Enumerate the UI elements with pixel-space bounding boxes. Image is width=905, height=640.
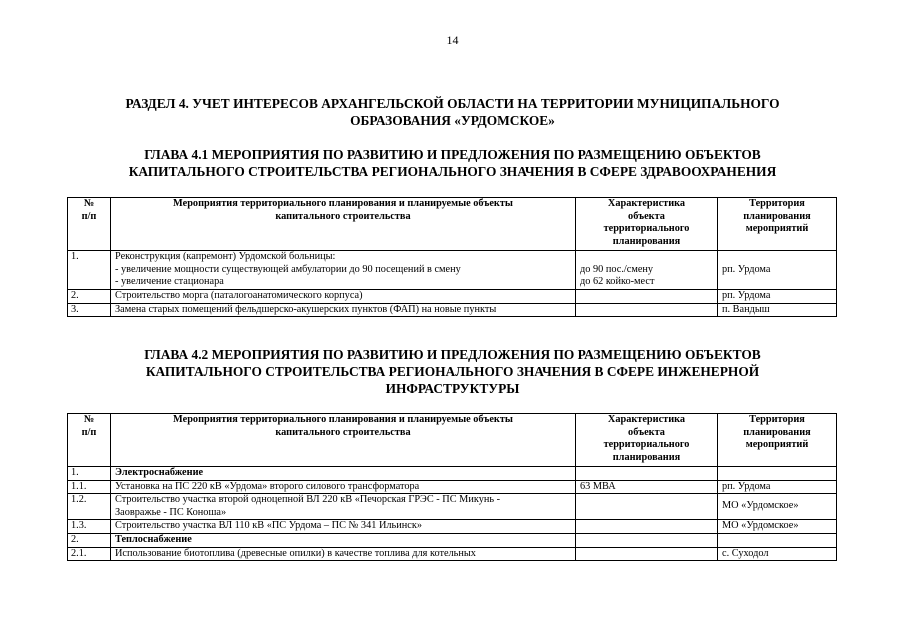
row-number: 2. (68, 290, 111, 304)
row-territory: рп. Урдома (718, 290, 837, 304)
header-characteristic: Характеристика объекта территориального планирования (576, 198, 718, 251)
table-header-row (68, 414, 837, 467)
table-row (68, 303, 837, 317)
row-measure: Электроснабжение (111, 467, 576, 481)
row-measure: Теплоснабжение (111, 533, 576, 547)
header-measures: Мероприятия территориального планирования и планируемые объекты капитального строительства (111, 198, 576, 251)
infrastructure-measures-table (67, 413, 837, 561)
header-number: № п/п (68, 414, 111, 467)
row-characteristic (576, 520, 718, 534)
header-characteristic: Характеристика объекта территориального планирования (576, 414, 718, 467)
row-number: 2.1. (68, 547, 111, 561)
row-number: 1. (68, 467, 111, 481)
page-number: 14 (446, 33, 459, 47)
header-territory: Территория планирования мероприятий (718, 414, 837, 467)
row-measure: Строительство участка второй одноцепной ВЛ 220 кВ «Печорская ГРЭС - ПС Микунь - Заовражье - ПС Коноша» (111, 494, 576, 520)
row-territory (718, 533, 837, 547)
table-row (68, 251, 837, 290)
chapter-title-line: КАПИТАЛЬНОГО СТРОИТЕЛЬСТВА РЕГИОНАЛЬНОГО ЗНАЧЕНИЯ В СФЕРЕ ЗДРАВООХРАНЕНИЯ (128, 164, 777, 179)
table-row (68, 547, 837, 561)
row-characteristic (576, 303, 718, 317)
chapter-title-line: ГЛАВА 4.1 МЕРОПРИЯТИЯ ПО РАЗВИТИЮ И ПРЕДЛОЖЕНИЯ ПО РАЗМЕЩЕНИЮ ОБЪЕКТОВ (144, 147, 761, 162)
chapter-4-2-title (80, 346, 825, 397)
row-territory: рп. Урдома (718, 480, 837, 494)
row-characteristic (576, 494, 718, 520)
row-territory: п. Вандыш (718, 303, 837, 317)
table-group-row (68, 467, 837, 481)
row-measure: Использование биотоплива (древесные опилки) в качестве топлива для котельных (111, 547, 576, 561)
section-title (80, 95, 825, 129)
row-measure: Замена старых помещений фельдшерско-акушерских пунктов (ФАП) на новые пункты (111, 303, 576, 317)
chapter-4-1-title (80, 146, 825, 180)
healthcare-measures-table (67, 197, 837, 317)
row-territory: рп. Урдома (718, 251, 837, 290)
row-number: 1.2. (68, 494, 111, 520)
row-territory: с. Суходол (718, 547, 837, 561)
chapter-title-line: ГЛАВА 4.2 МЕРОПРИЯТИЯ ПО РАЗВИТИЮ И ПРЕДЛОЖЕНИЯ ПО РАЗМЕЩЕНИЮ ОБЪЕКТОВ (144, 347, 761, 362)
row-characteristic (576, 290, 718, 304)
row-characteristic (576, 533, 718, 547)
row-number: 2. (68, 533, 111, 547)
table-header-row (68, 198, 837, 251)
row-measure: Реконструкция (капремонт) Урдомской больницы: - увеличение мощности существующей амбулатории до 90 посещений в смену - увеличение стационара (111, 251, 576, 290)
section-title-line: ОБРАЗОВАНИЯ «УРДОМСКОЕ» (350, 113, 555, 128)
header-number: № п/п (68, 198, 111, 251)
chapter-title-line: КАПИТАЛЬНОГО СТРОИТЕЛЬСТВА РЕГИОНАЛЬНОГО ЗНАЧЕНИЯ В СФЕРЕ ИНЖЕНЕРНОЙ (145, 364, 760, 379)
row-characteristic: 63 МВА (576, 480, 718, 494)
section-title-line: РАЗДЕЛ 4. УЧЕТ ИНТЕРЕСОВ АРХАНГЕЛЬСКОЙ ОБЛАСТИ НА ТЕРРИТОРИИ МУНИЦИПАЛЬНОГО (125, 96, 780, 111)
header-territory: Территория планирования мероприятий (718, 198, 837, 251)
table-row (68, 290, 837, 304)
row-territory: МО «Урдомское» (718, 520, 837, 534)
row-measure: Установка на ПС 220 кВ «Урдома» второго силового трансформатора (111, 480, 576, 494)
row-territory: МО «Урдомское» (718, 494, 837, 520)
header-measures: Мероприятия территориального планирования и планируемые объекты капитального строительства (111, 414, 576, 467)
row-number: 1.1. (68, 480, 111, 494)
row-characteristic (576, 547, 718, 561)
row-territory (718, 467, 837, 481)
table-group-row (68, 533, 837, 547)
row-measure: Строительство участка ВЛ 110 кВ «ПС Урдома – ПС № 341 Ильинск» (111, 520, 576, 534)
row-characteristic: до 90 пос./смену до 62 койко-мест (576, 251, 718, 290)
row-number: 1.3. (68, 520, 111, 534)
row-characteristic (576, 467, 718, 481)
row-number: 3. (68, 303, 111, 317)
table-row (68, 494, 837, 520)
row-number: 1. (68, 251, 111, 290)
table-row (68, 480, 837, 494)
table-row (68, 520, 837, 534)
chapter-title-line: ИНФРАСТРУКТУРЫ (385, 381, 520, 396)
row-measure: Строительство морга (паталогоанатомического корпуса) (111, 290, 576, 304)
